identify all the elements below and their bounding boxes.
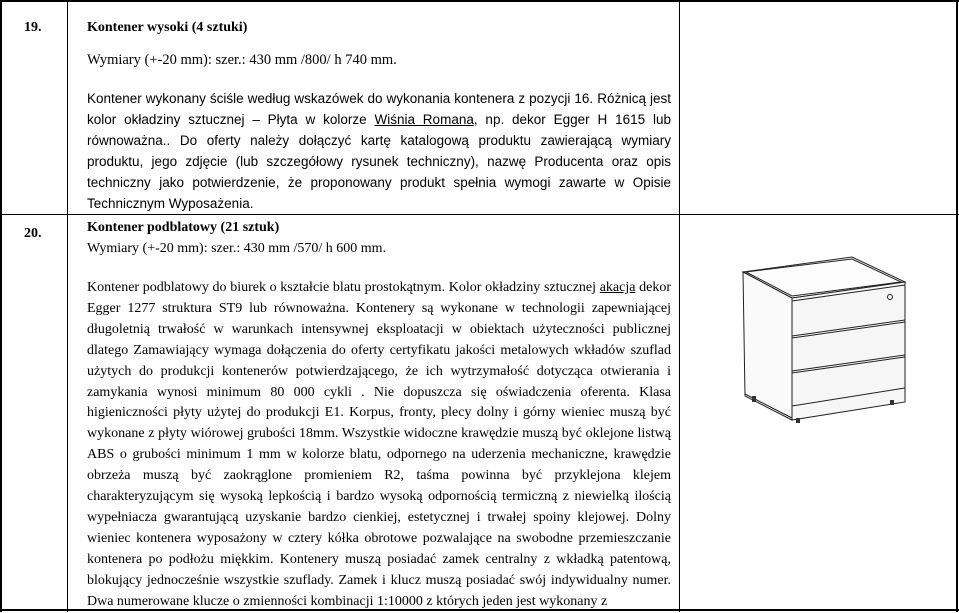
color-name: Wiśnia Romana — [374, 112, 474, 127]
cabinet-drawing — [740, 254, 910, 424]
item-number-20: 20. — [24, 226, 42, 241]
table-border-top — [0, 0, 959, 2]
description-text: Kontener podblatowy do biurek o kształcie blatu prostokątnym. Kolor okładziny sztucznej — [87, 280, 600, 295]
description-text: dekor Egger 1277 struktura ST9 lub równoważna. Kontenery są wykonane w technologii zapewniającej długoletnią trwałość w warunkach intensywnej eksploatacji w obiektach użyteczności publicznej dlatego Zamawiający wymaga dołączenia do oferty certyfikatu jakości metalowych wkładów szuflad użytych do produkcji kontenerów potwierdzającego, że ich wytrzymałość dotycząca otwierania i zamykania wynosi minimum 80 000 cykli . Nie dopuszcza się oświadczenia oferenta. Klasa higieniczności płyty użytej do produkcji E1. Korpus, fronty, plecy dolny i górny wieniec muszą być wykonane z płyty wiórowej grubości 18mm. Wszystkie widoczne krawędzie muszą być oklejone listwą ABS o grubości minimum 1 mm w kolorze blatu, odpornego na uderzenia mechaniczne, krawędzie obrzeża muszą być zaokrąglone promieniem R2, taśma powinna być przyklejona klejem charakteryzującym się wysoką lepkością i bardzo wysoką odpornością termiczną z niewielką ilością wypełniacza gwarantującą uzyskanie bardzo cienkiej, estetycznej i trwałej spoiny klejowej. Dolny wieniec kontenera wyposażony w cztery kółka obrotowe pozwalające na swobodne przemieszczanie kontenera po podłożu miękkim. Kontenery muszą posiadać zamek centralny z wkładką patentową, blokujący jednocześnie wszystkie szuflady. Zamek i klucz muszą posiadać swój indywidualny numer. Dwa numerowane klucze o zmienności kombinacji 1:10000 z których jeden jest wykonany z — [87, 280, 671, 609]
item-description-20 — [87, 278, 671, 613]
description-text: Do oferty należy dołączyć kartę katalogową produktu zawierającą wymiary produktu, jego zdjęcie (lub szczegółowy rysunek techniczny), nazwę Producenta oraz opis techniczny jako potwierdzenie, że proponowany produkt spełnia wymogi zawarte w Opisie Technicznym Wyposażenia. — [87, 133, 671, 211]
item-dimensions-19: Wymiary (+-20 mm): szer.: 430 mm /800/ h 740 mm. — [87, 52, 397, 68]
column-divider-2 — [679, 0, 680, 612]
description-text: Kontener wykonany ściśle według wskazówek do wykonania kontenera z pozycji 16. Różnicą jest kolor okładziny sztucznej – Płyta w kolorze — [87, 91, 671, 127]
description-text: , np. dekor Egger H 1615 lub równoważna.. — [87, 112, 671, 148]
item-title-19: Kontener wysoki (4 sztuki) — [87, 20, 248, 35]
item-number-19: 19. — [24, 20, 42, 35]
color-name: akacja — [599, 280, 636, 295]
column-divider-1 — [67, 0, 68, 612]
row-divider — [0, 214, 959, 215]
item-description-19 — [87, 88, 671, 214]
item-title-20: Kontener podblatowy (21 sztuk) — [87, 220, 280, 235]
table-border-right — [956, 0, 958, 612]
item-dimensions-20: Wymiary (+-20 mm): szer.: 430 mm /570/ h 600 mm. — [87, 241, 387, 256]
table-border-left — [0, 0, 2, 612]
